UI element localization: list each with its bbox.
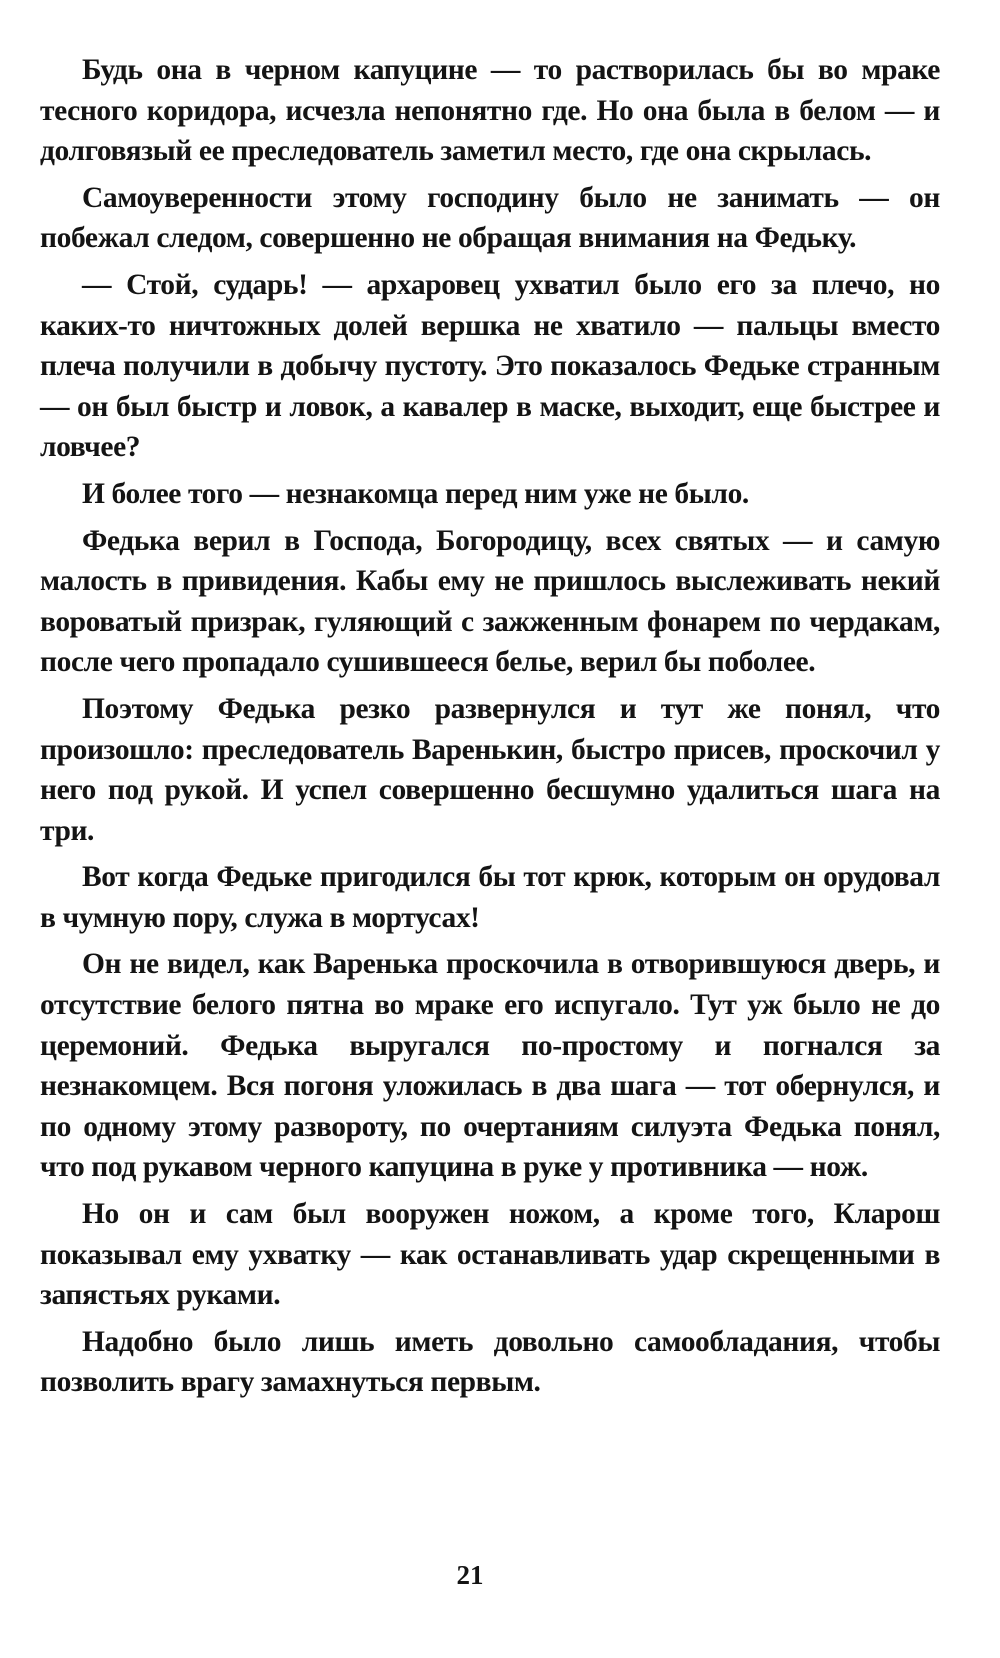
- paragraph-7: Вот когда Федьке пригодился бы тот крюк, которым он орудовал в чумную пору, служа в мортусах!: [40, 861, 940, 934]
- paragraph-6: Поэтому Федька резко развернулся и тут же понял, что произошло: преследователь Варенькин, быстро присев, проскочил у него под рукой. И успел совершенно бесшумно удалиться шага на три.: [40, 692, 940, 847]
- paragraph-2: Самоуверенности этому господину было не занимать — он побежал следом, совершенно не обращая внимания на Федьку.: [40, 181, 940, 255]
- paragraph-4: И более того — незнакомца перед ним уже не было.: [82, 477, 749, 510]
- page-number: 21: [456, 1560, 484, 1590]
- paragraph-10: Надобно было лишь иметь довольно самообладания, чтобы позволить врагу замахнуться первым.: [40, 1325, 940, 1399]
- page-text: [40, 50, 940, 1409]
- paragraph-5: Федька верил в Господа, Богородицу, всех святых — и самую малость в привидения. Кабы ему не пришлось выслеживать некий вороватый призрак, гуляющий с зажженным фонарем по чердакам, после чего пропадало сушившееся белье, верил бы поболее.: [40, 524, 940, 679]
- paragraph-8: Он не видел, как Варенька проскочила в отворившуюся дверь, и отсутствие белого пятна во мраке его испугало. Тут уж было не до церемоний. Федька выругался по-простому и погнался за незнакомцем. Вся погоня уложилась в два шага — тот обернулся, и по одному этому развороту, по очертаниям силуэта Федька понял, что под рукавом черного капуцина в руке у противника — нож.: [40, 948, 940, 1184]
- paragraph-3: — Стой, сударь! — архаровец ухватил было его за плечо, но каких-то ничтожных долей вершка не хватило — пальцы вместо плеча получили в добычу пустоту. Это показалось Федьке странным — он был быстр и ловок, а кавалер в маске, выходит, еще быстрее и ловчее?: [40, 268, 940, 464]
- paragraph-9: Но он и сам был вооружен ножом, а кроме того, Кларош показывал ему ухватку — как останавливать удар скрещенными в запястьях руками.: [40, 1198, 940, 1312]
- paragraph-1: Будь она в черном капуцине — то растворилась бы во мраке тесного коридора, исчезла непонятно где. Но она была в белом — и долговязый ее преследователь заметил место, где она скрылась.: [40, 54, 940, 168]
